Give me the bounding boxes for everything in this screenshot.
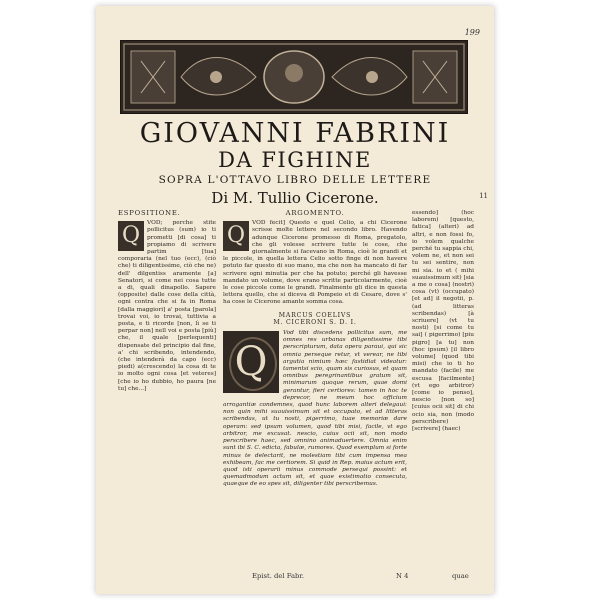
folio-number: 199 bbox=[464, 28, 480, 37]
page-subtitle-author: Di M. Tullio Cicerone. bbox=[211, 189, 379, 207]
left-text: VOD; perche stite pollicitus (sum) io ti prometti [di cosa] ti propiamo di scrivere partim [tua] comporaria (nel tuo (ecc), (ciò che) ti diligentissime, ciò che ne) dell' dilgentiss aramente [a] Senatori, si come nei cosa tutte a di, quali dinapollo. Sapere (opposite) dalle cose della città, ogni contra che si fa in Roma [dalla maggiori] a' posta [parola] trovai voi, io trovai, tuttivia a posta, e ti ricorde [non, lì se ti perpar non] nell voi e posta [più] che, il quale [perlequenti] dispensate del principio dal fine, a' chi scribendo, intendendo, (che intenderà da capo (ecc) piedi) a(crescendo) la cosa di te io molto ogni cosa [et veteres] [che io ho dubbio, ho paura [ne tu] che...] bbox=[118, 220, 216, 392]
book-page bbox=[96, 6, 494, 594]
page-subtitle: SOPRA L'OTTAVO LIBRO DELLE LETTERE bbox=[158, 174, 432, 186]
right-text: essendo] (hoc laborem) [questo, fatica] (alteri) ad altri, e non fossi fo, io volem qualche perché tu sappia chi, volem ne, et non sei tu sei sentire, non mi sia. io et ( mihi suauissimum sit) [sia a me o cosa] (nostri) cosa (vt) (occupato) [et ad] il negotii, p. (ad litteras scribendas) [à scriuere] (vt tu nosti) [si come tu sai] ( pigerrimo) [piu pigro] [a tu] non (hoc ipsum) [il libro volume] (quod tibi misi) che io ti ho mandato (facile) me escusa [facilmente] (vt ego arbitror) [come io penso], nescio [non so] [cuius ocii sit] di chi ocio sia, non (modo perscribere) [scrivere] (haec) bbox=[412, 210, 474, 433]
right-column bbox=[412, 210, 474, 433]
letter-number: I. bbox=[350, 318, 357, 326]
footer-left: Epist. del Fabr. bbox=[252, 572, 305, 580]
letter-text: Vod tibi discedens pollicitus sum, me omnes res urbanas diligentissime tibi perscripturum, data opera paraui, qui sic omnia perseque retur, vt verear, ne tibi argutia nimium hæc fastidiat videatur: tamentsi scio, quam sis curiosus, et quam omnibus peregrinantibus gratum sit, minimarum quoque rerum, quae domi gerantur, fieri certiores: tamen in hoc te deprecor, ne meum hoc officium arrogantiæ condemnes, quod hunc laborem alteri delegaui: non quin mihi suauissimum sit et occupato, et ad litteras scribendas, ut tu nosti, pigerrimo, tuae memoriæ dare operam: sed ipsum volumen, quod tibi misi, facile, vt ego arbitror, me excusat. nescio, cuius ocii sit, non modo perscribere haec, sed omnino animaduertere. Omnia enim sunt ibi S. C. edicta, fabulæ, rumores. Quod exemplum si forte minus te delectarit, ne molestiam tibi cum impensa mea exhibeam, fac me certiorem. Si quid in Rep. maius actum erit, quod isti operarii minus commode persequi possint: et quemadmodum actum sit, et quae existimatio consecuta, quaeque de eo spes sit, diligenter tibi perscribemus. bbox=[223, 330, 407, 488]
argument-text: VOD fecit] Questo e quel Celio, a chi Cicerone scrisse molte lettere nel secondo libro. Havendo adunque Cicerone promesso di Roma, pregatolo, che gli volesse scrivere tutte le cose, che giornalmente si facevano in Roma, cioè le grandi et le piccole, in quella lettera Celio sotto finge di non havere potuto far questo di suo mano, ma che non ha mancato di far scrivere ogni minutia per che ha potuto; perché gli havesse mandato un volume, dove erano scritte particolarmente, cioè le cose piccole come le grandi. Finalmente gli dice in questa lettera quello, che si diceva di Pompeio et di Cesare, dove s' ha cose le Cicerone amante somma cosa. bbox=[223, 220, 407, 306]
argument-dropcap: Q bbox=[223, 221, 249, 251]
banner-ornament-icon bbox=[121, 41, 467, 113]
left-dropcap: Q bbox=[118, 221, 144, 251]
marginal-note: 11 bbox=[479, 192, 488, 200]
argument-heading: ARGOMENTO. bbox=[285, 209, 345, 217]
left-column bbox=[118, 210, 216, 393]
letter-dropcap-letter: Q bbox=[234, 339, 268, 386]
middle-column bbox=[223, 210, 407, 489]
letter-heading-line2 bbox=[223, 319, 407, 326]
letter-dropcap bbox=[223, 331, 279, 393]
ornamental-banner bbox=[120, 40, 468, 114]
signature-mark: N 4 bbox=[396, 572, 409, 580]
left-heading: ESPOSITIONE. bbox=[118, 209, 181, 217]
catchword: quae bbox=[452, 572, 469, 580]
page-title-origin: DA FIGHINE bbox=[218, 148, 372, 172]
letter-heading-text: M. CICERONI S. D. bbox=[273, 318, 348, 326]
letter-heading-line1: MARCUS COELIVS bbox=[278, 311, 352, 319]
page-title-author: GIOVANNI FABRINI bbox=[139, 118, 451, 149]
letter-heading bbox=[223, 312, 407, 326]
